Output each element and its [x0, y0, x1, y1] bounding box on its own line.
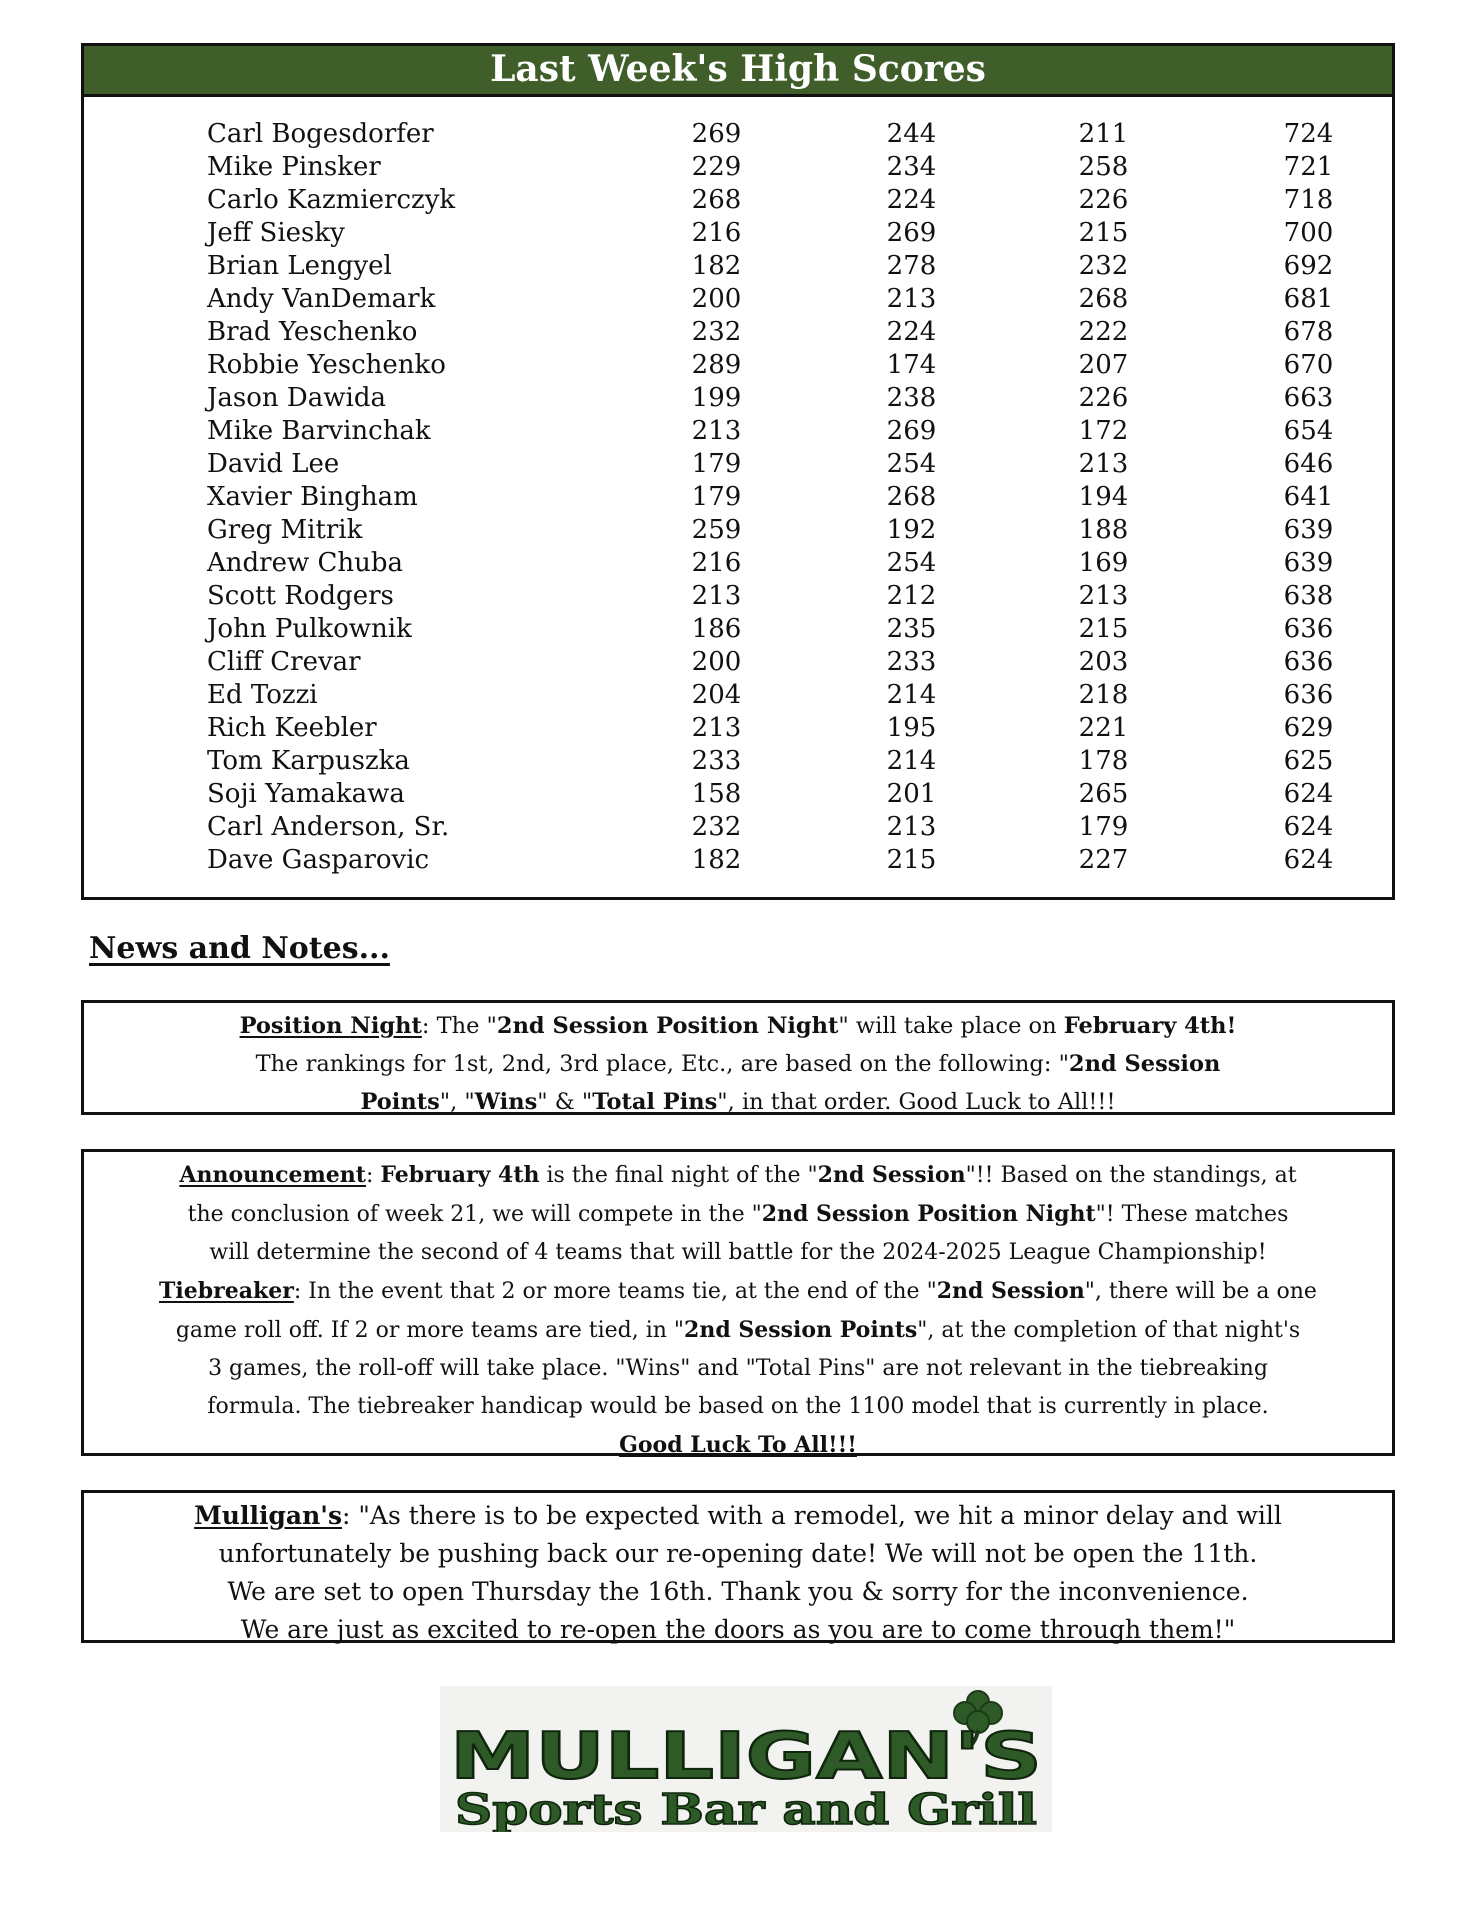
announcement-note: [81, 1149, 1395, 1456]
game-2-score: 234: [886, 152, 937, 182]
game-3-score: 265: [1078, 779, 1129, 809]
game-1-score: 204: [691, 680, 742, 710]
game-2-score: 214: [886, 746, 937, 776]
game-1-score: 158: [691, 779, 742, 809]
logo-tagline: Sports Bar and Grill: [455, 1785, 1037, 1832]
game-1-score: 268: [691, 185, 742, 215]
game-1-score: 182: [691, 845, 742, 875]
bowler-name: Cliff Crevar: [207, 647, 361, 677]
game-3-score: 215: [1078, 218, 1129, 248]
high-scores-table: [84, 118, 1392, 877]
bowler-name: Tom Karpuszka: [207, 746, 410, 776]
series-total: 636: [1283, 647, 1334, 677]
announcement-line-2: the conclusion of week 21, we will compete in the "2nd Session Position Night"! These matches: [187, 1201, 1289, 1227]
game-3-score: 178: [1078, 746, 1129, 776]
game-3-score: 222: [1078, 317, 1129, 347]
series-total: 629: [1283, 713, 1334, 743]
game-3-score: 213: [1078, 581, 1129, 611]
bowler-name: Soji Yamakawa: [207, 779, 405, 809]
mulligans-line-2: unfortunately be pushing back our re-opening date! We will not be open the 11th.: [218, 1539, 1258, 1568]
game-3-score: 179: [1078, 812, 1129, 842]
score-row: [84, 811, 1392, 844]
tiebreaker-line-2: game roll off. If 2 or more teams are tied, in "2nd Session Points", at the completion of that night's: [175, 1317, 1301, 1343]
series-total: 625: [1283, 746, 1334, 776]
game-1-score: 269: [691, 119, 742, 149]
game-3-score: 188: [1078, 515, 1129, 545]
game-1-score: 199: [691, 383, 742, 413]
bowler-name: Scott Rodgers: [207, 581, 394, 611]
bowler-name: Greg Mitrik: [207, 515, 363, 545]
bowler-name: Brian Lengyel: [207, 251, 392, 281]
series-total: 678: [1283, 317, 1334, 347]
game-2-score: 269: [886, 218, 937, 248]
series-total: 624: [1283, 812, 1334, 842]
mulligans-line-1: Mulligan's: "As there is to be expected with a remodel, we hit a minor delay and will: [194, 1501, 1282, 1530]
bowler-name: John Pulkownik: [207, 614, 412, 644]
score-row: [84, 580, 1392, 613]
bowler-name: Rich Keebler: [207, 713, 377, 743]
game-3-score: 258: [1078, 152, 1129, 182]
game-1-score: 200: [691, 647, 742, 677]
bowler-name: David Lee: [207, 449, 340, 479]
mulligans-logo: [440, 1686, 1052, 1832]
game-3-score: 172: [1078, 416, 1129, 446]
game-2-score: 224: [886, 185, 937, 215]
news-heading: News and Notes...: [89, 931, 390, 966]
game-3-score: 215: [1078, 614, 1129, 644]
game-2-score: 244: [886, 119, 937, 149]
series-total: 692: [1283, 251, 1334, 281]
game-2-score: 195: [886, 713, 937, 743]
game-1-score: 232: [691, 317, 742, 347]
score-row: [84, 349, 1392, 382]
bowler-name: Jeff Siesky: [207, 218, 345, 248]
score-row: [84, 184, 1392, 217]
position-night-line-1: Position Night: The "2nd Session Position Night" will take place on February 4th!: [239, 1013, 1237, 1039]
score-row: [84, 514, 1392, 547]
tiebreaker-label: Tiebreaker: [159, 1278, 294, 1304]
game-1-score: 233: [691, 746, 742, 776]
score-row: [84, 217, 1392, 250]
series-total: 636: [1283, 680, 1334, 710]
game-3-score: 226: [1078, 185, 1129, 215]
game-2-score: 278: [886, 251, 937, 281]
score-row: [84, 382, 1392, 415]
tiebreaker-line-4: formula. The tiebreaker handicap would be based on the 1100 model that is currently in place.: [207, 1394, 1269, 1419]
score-row: [84, 646, 1392, 679]
game-1-score: 200: [691, 284, 742, 314]
game-3-score: 227: [1078, 845, 1129, 875]
game-2-score: 213: [886, 284, 937, 314]
announcement-closing: Good Luck To All!!!: [619, 1432, 857, 1458]
game-1-score: 213: [691, 416, 742, 446]
game-3-score: 207: [1078, 350, 1129, 380]
game-3-score: 211: [1078, 119, 1129, 149]
game-3-score: 221: [1078, 713, 1129, 743]
score-row: [84, 448, 1392, 481]
game-1-score: 213: [691, 713, 742, 743]
game-1-score: 179: [691, 482, 742, 512]
game-1-score: 186: [691, 614, 742, 644]
score-row: [84, 118, 1392, 151]
score-row: [84, 151, 1392, 184]
high-scores-title: Last Week's High Scores: [84, 46, 1392, 97]
game-2-score: 214: [886, 680, 937, 710]
game-3-score: 203: [1078, 647, 1129, 677]
score-row: [84, 778, 1392, 811]
score-row: [84, 745, 1392, 778]
score-row: [84, 613, 1392, 646]
bowler-name: Jason Dawida: [207, 383, 386, 413]
series-total: 654: [1283, 416, 1334, 446]
game-2-score: 212: [886, 581, 937, 611]
series-total: 721: [1283, 152, 1334, 182]
bowler-name: Carl Bogesdorfer: [207, 119, 434, 149]
game-1-score: 289: [691, 350, 742, 380]
announcement-line-1: Announcement: February 4th is the final night of the "2nd Session"!! Based on the standings, at: [179, 1162, 1297, 1188]
series-total: 670: [1283, 350, 1334, 380]
series-total: 700: [1283, 218, 1334, 248]
score-row: [84, 547, 1392, 580]
game-2-score: 269: [886, 416, 937, 446]
series-total: 639: [1283, 548, 1334, 578]
bowler-name: Brad Yeschenko: [207, 317, 418, 347]
game-2-score: 235: [886, 614, 937, 644]
bowler-name: Xavier Bingham: [207, 482, 418, 512]
game-2-score: 213: [886, 812, 937, 842]
game-3-score: 268: [1078, 284, 1129, 314]
bowler-name: Mike Pinsker: [207, 152, 381, 182]
game-3-score: 226: [1078, 383, 1129, 413]
game-1-score: 216: [691, 218, 742, 248]
series-total: 624: [1283, 845, 1334, 875]
game-1-score: 216: [691, 548, 742, 578]
position-night-line-2: The rankings for 1st, 2nd, 3rd place, Etc., are based on the following: "2nd Session: [255, 1051, 1221, 1077]
game-2-score: 174: [886, 350, 937, 380]
bowler-name: Ed Tozzi: [207, 680, 318, 710]
game-3-score: 218: [1078, 680, 1129, 710]
score-row: [84, 679, 1392, 712]
game-2-score: 224: [886, 317, 937, 347]
series-total: 641: [1283, 482, 1334, 512]
tiebreaker-line-3: 3 games, the roll-off will take place. "Wins" and "Total Pins" are not relevant in the tiebreaking: [208, 1356, 1268, 1381]
bowler-name: Dave Gasparovic: [207, 845, 430, 875]
mulligans-line-3: We are set to open Thursday the 16th. Thank you & sorry for the inconvenience.: [227, 1577, 1249, 1606]
bowler-name: Mike Barvinchak: [207, 416, 431, 446]
game-2-score: 268: [886, 482, 937, 512]
logo-name: MULLIGAN'S: [450, 1720, 1042, 1794]
game-3-score: 213: [1078, 449, 1129, 479]
mulligans-line-4: We are just as excited to re-open the doors as you are to come through them!": [240, 1615, 1236, 1644]
bowler-name: Carl Anderson, Sr.: [207, 812, 450, 842]
position-night-line-3: Points", "Wins" & "Total Pins", in that order. Good Luck to All!!!: [360, 1089, 1116, 1115]
game-2-score: 254: [886, 548, 937, 578]
bowler-name: Carlo Kazmierczyk: [207, 185, 456, 215]
score-row: [84, 481, 1392, 514]
game-3-score: 232: [1078, 251, 1129, 281]
series-total: 639: [1283, 515, 1334, 545]
game-1-score: 259: [691, 515, 742, 545]
score-row: [84, 712, 1392, 745]
score-row: [84, 844, 1392, 877]
series-total: 681: [1283, 284, 1334, 314]
bowler-name: Andrew Chuba: [207, 548, 404, 578]
game-1-score: 182: [691, 251, 742, 281]
score-row: [84, 316, 1392, 349]
bowler-name: Robbie Yeschenko: [207, 350, 446, 380]
series-total: 718: [1283, 185, 1334, 215]
mulligans-label: Mulligan's: [194, 1501, 343, 1530]
game-2-score: 233: [886, 647, 937, 677]
series-total: 638: [1283, 581, 1334, 611]
position-night-note: [81, 1000, 1395, 1115]
game-1-score: 179: [691, 449, 742, 479]
announcement-label: Announcement: [179, 1162, 366, 1188]
high-scores-panel: [81, 43, 1395, 900]
position-night-label: Position Night: [239, 1013, 422, 1039]
game-2-score: 192: [886, 515, 937, 545]
series-total: 624: [1283, 779, 1334, 809]
game-3-score: 194: [1078, 482, 1129, 512]
game-1-score: 213: [691, 581, 742, 611]
game-3-score: 169: [1078, 548, 1129, 578]
series-total: 724: [1283, 119, 1334, 149]
game-2-score: 254: [886, 449, 937, 479]
game-1-score: 232: [691, 812, 742, 842]
series-total: 646: [1283, 449, 1334, 479]
series-total: 636: [1283, 614, 1334, 644]
game-2-score: 201: [886, 779, 937, 809]
tiebreaker-line-1: Tiebreaker: In the event that 2 or more teams tie, at the end of the "2nd Session", there will be a one: [159, 1278, 1317, 1304]
score-row: [84, 250, 1392, 283]
game-2-score: 238: [886, 383, 937, 413]
score-row: [84, 283, 1392, 316]
game-2-score: 215: [886, 845, 937, 875]
mulligans-note: [81, 1490, 1395, 1643]
announcement-line-3: will determine the second of 4 teams that will battle for the 2024-2025 League Championship!: [209, 1240, 1267, 1265]
game-1-score: 229: [691, 152, 742, 182]
series-total: 663: [1283, 383, 1334, 413]
bowler-name: Andy VanDemark: [207, 284, 436, 314]
score-row: [84, 415, 1392, 448]
